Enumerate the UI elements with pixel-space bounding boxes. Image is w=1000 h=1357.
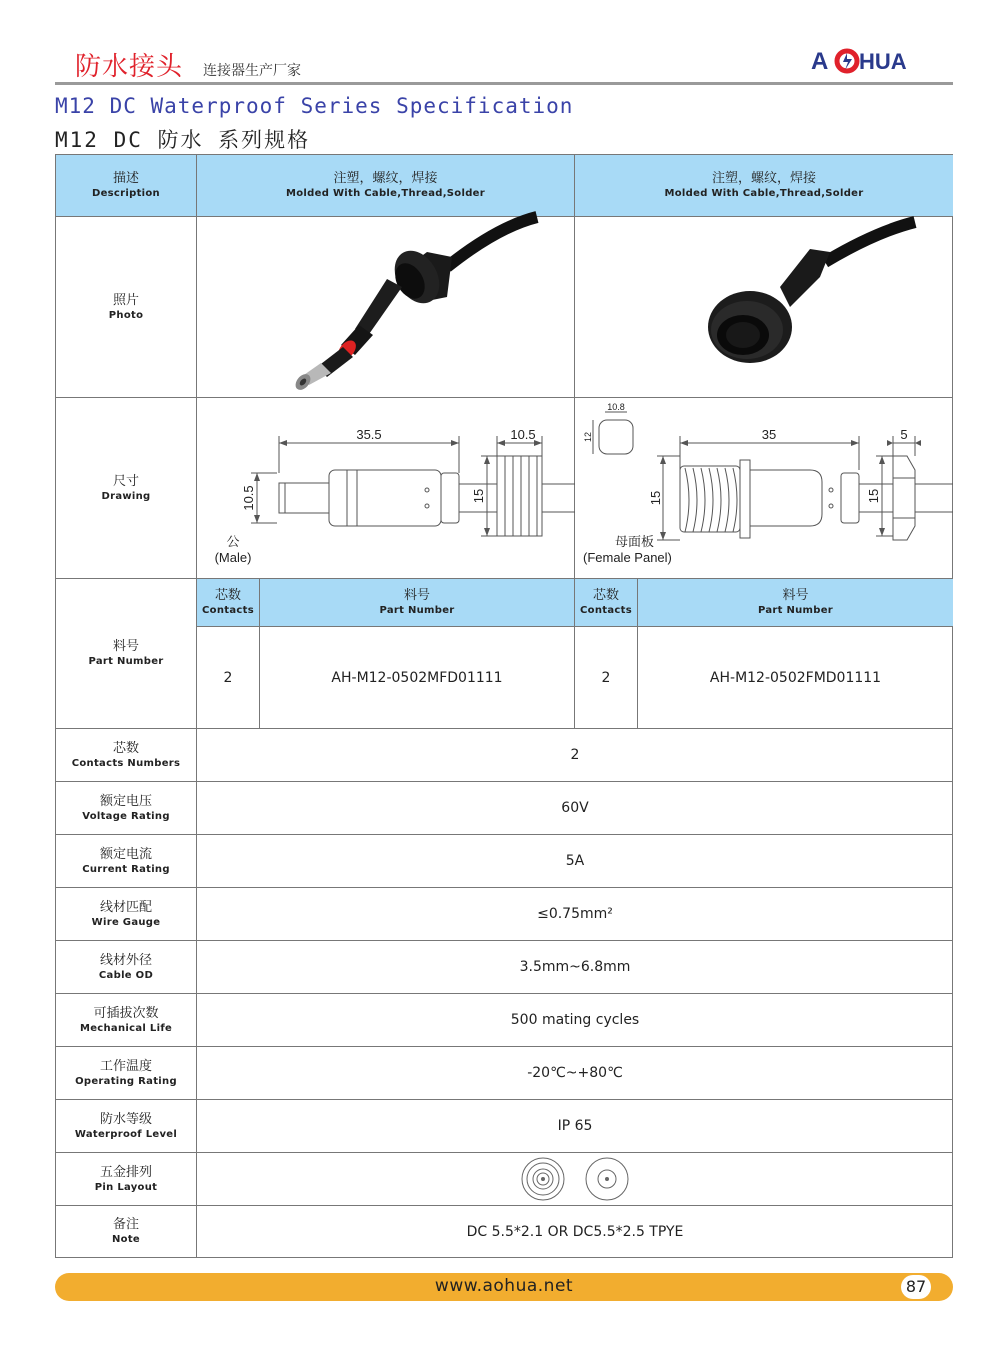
spec-row-value — [197, 729, 953, 782]
note-en: Note — [111, 1234, 140, 1245]
female-label-cn: 母面板 — [615, 533, 655, 549]
female-pn-header-en: Part Number — [757, 605, 834, 616]
male-dim-nut: 10.5 — [509, 426, 536, 442]
female-dim-top-height: 12 — [583, 431, 593, 442]
note-label — [56, 1206, 197, 1257]
male-drawing — [197, 398, 575, 579]
pin-layout-cn: 五金排列 — [99, 1164, 152, 1180]
waterproof-level-cn: 防水等级 — [99, 1111, 152, 1127]
male-label-cn: 公 — [225, 533, 240, 549]
photo-cn: 照片 — [112, 292, 139, 308]
operating-rating-en: Operating Rating — [75, 1075, 177, 1087]
drawing-cn: 尺寸 — [112, 473, 139, 489]
female-pn-header-cn: 料号 — [782, 588, 809, 603]
description-cn: 描述 — [112, 171, 139, 186]
male-contacts-header-cn: 芯数 — [214, 588, 241, 603]
spec-row-label — [56, 1100, 197, 1153]
mechanical-life-cn: 可插拔次数 — [93, 1005, 159, 1021]
spec-row-label — [56, 729, 197, 782]
operating-rating-cn: 工作温度 — [99, 1058, 152, 1074]
photo-label — [56, 217, 197, 398]
website-link[interactable]: www.aohua.net — [434, 1276, 574, 1296]
male-description — [197, 155, 575, 217]
photo-en: Photo — [108, 309, 144, 321]
note-value: DC 5.5*2.1 OR DC5.5*2.5 TPYE — [466, 1223, 684, 1240]
spec-row-value — [197, 782, 953, 835]
female-pn-value — [638, 627, 953, 729]
spec-row-value — [197, 835, 953, 888]
wire-gauge-value: ≤0.75mm² — [537, 906, 613, 922]
spec-row-value — [197, 888, 953, 941]
pin-layout-label — [56, 1153, 197, 1206]
pin-layout-diagram — [197, 1153, 953, 1206]
current-rating-cn: 额定电流 — [99, 846, 152, 862]
contacts-numbers-cn: 芯数 — [112, 740, 139, 756]
mechanical-life-en: Mechanical Life — [79, 1022, 173, 1034]
spec-row-label — [56, 994, 197, 1047]
female-dim-diameter: 15 — [648, 490, 663, 505]
male-photo — [197, 217, 575, 398]
female-contacts-value — [575, 627, 638, 729]
voltage-rating-value: 60V — [561, 800, 589, 816]
description-en: Description — [92, 188, 160, 199]
pin-layout-icon — [505, 1154, 645, 1204]
female-contacts-header-cn: 芯数 — [592, 588, 619, 603]
waterproof-level-value: IP 65 — [557, 1118, 593, 1134]
voltage-rating-en: Voltage Rating — [82, 810, 170, 822]
part-number-label — [56, 579, 197, 729]
spec-row-label — [56, 888, 197, 941]
female-photo — [575, 217, 953, 398]
male-dimension-drawing — [197, 398, 575, 579]
drawing-en: Drawing — [101, 490, 151, 502]
female-dim-nut: 5 — [900, 426, 908, 442]
logo-text-right: HUA — [859, 49, 907, 74]
female-contacts-header — [575, 579, 638, 627]
female-description-en: Molded With Cable,Thread,Solder — [664, 188, 864, 199]
wire-gauge-en: Wire Gauge — [91, 916, 161, 928]
female-contacts-header-en: Contacts — [580, 605, 632, 616]
spec-row-label — [56, 1047, 197, 1100]
page-header — [55, 40, 953, 84]
spec-table — [55, 154, 953, 1258]
contacts-numbers-value: 2 — [570, 747, 580, 763]
pin-layout-en: Pin Layout — [94, 1181, 158, 1193]
note-cn: 备注 — [112, 1217, 139, 1232]
page-footer — [55, 1273, 953, 1301]
female-dim-top-width: 10.8 — [607, 401, 625, 412]
current-rating-value: 5A — [565, 853, 585, 869]
female-dimension-drawing — [575, 398, 953, 579]
title-chinese: M12 DC 防水 系列规格 — [55, 128, 311, 152]
cable-od-en: Cable OD — [98, 969, 154, 981]
drawing-label — [56, 398, 197, 579]
part-number-en: Part Number — [88, 656, 164, 667]
note-value-cell — [197, 1206, 953, 1257]
male-contacts-header-en: Contacts — [202, 605, 254, 616]
spec-row-label — [56, 835, 197, 888]
male-label-en: (Male) — [214, 549, 251, 565]
male-contacts-value — [197, 627, 260, 729]
female-contacts: 2 — [601, 669, 611, 686]
contacts-numbers-en: Contacts Numbers — [71, 757, 181, 769]
cable-od-value: 3.5mm~6.8mm — [519, 959, 631, 975]
male-pn-header-cn: 料号 — [403, 588, 430, 603]
title-english: M12 DC Waterproof Series Specification — [55, 94, 574, 118]
male-dim-height: 15 — [470, 488, 486, 503]
current-rating-en: Current Rating — [82, 863, 170, 875]
page-number: 87 — [901, 1275, 931, 1299]
male-contacts-header — [197, 579, 260, 627]
male-pn-value — [260, 627, 575, 729]
description-label — [56, 155, 197, 217]
female-connector-image — [575, 217, 953, 398]
spec-row-value — [197, 1100, 953, 1153]
cable-od-cn: 线材外径 — [99, 952, 152, 968]
spec-row-label — [56, 782, 197, 835]
aohua-logo — [811, 40, 933, 80]
part-number-cn: 料号 — [112, 639, 139, 654]
female-dim-height: 15 — [866, 488, 881, 503]
female-description — [575, 155, 953, 217]
male-pn-header — [260, 579, 575, 627]
spec-row-value — [197, 994, 953, 1047]
male-pn-header-en: Part Number — [379, 605, 455, 616]
spec-row-value — [197, 941, 953, 994]
male-description-cn: 注塑，螺纹，焊接 — [333, 171, 438, 186]
header-subtitle: 连接器生产厂家 — [203, 63, 301, 79]
female-dim-length: 35 — [761, 426, 777, 442]
female-label-en: (Female Panel) — [583, 549, 672, 565]
waterproof-level-en: Waterproof Level — [74, 1128, 178, 1140]
male-description-en: Molded With Cable,Thread,Solder — [286, 188, 485, 199]
logo-text-left: A — [811, 48, 829, 75]
male-part-number: AH-M12-0502MFD01111 — [331, 669, 503, 686]
female-drawing — [575, 398, 953, 579]
spec-row-label — [56, 941, 197, 994]
header-title: 防水接头 — [75, 52, 184, 82]
male-contacts: 2 — [223, 669, 233, 686]
female-part-number: AH-M12-0502FMD01111 — [709, 669, 882, 686]
male-connector-image — [197, 217, 575, 398]
mechanical-life-value: 500 mating cycles — [510, 1012, 640, 1028]
voltage-rating-cn: 额定电压 — [99, 793, 152, 809]
female-pn-header — [638, 579, 953, 627]
header-divider — [55, 82, 953, 85]
operating-rating-value: -20℃~+80℃ — [527, 1065, 623, 1081]
female-description-cn: 注塑，螺纹，焊接 — [711, 171, 816, 186]
spec-row-value — [197, 1047, 953, 1100]
male-dim-length: 35.5 — [355, 426, 382, 442]
wire-gauge-cn: 线材匹配 — [99, 899, 152, 915]
male-dim-diameter: 10.5 — [240, 484, 256, 511]
